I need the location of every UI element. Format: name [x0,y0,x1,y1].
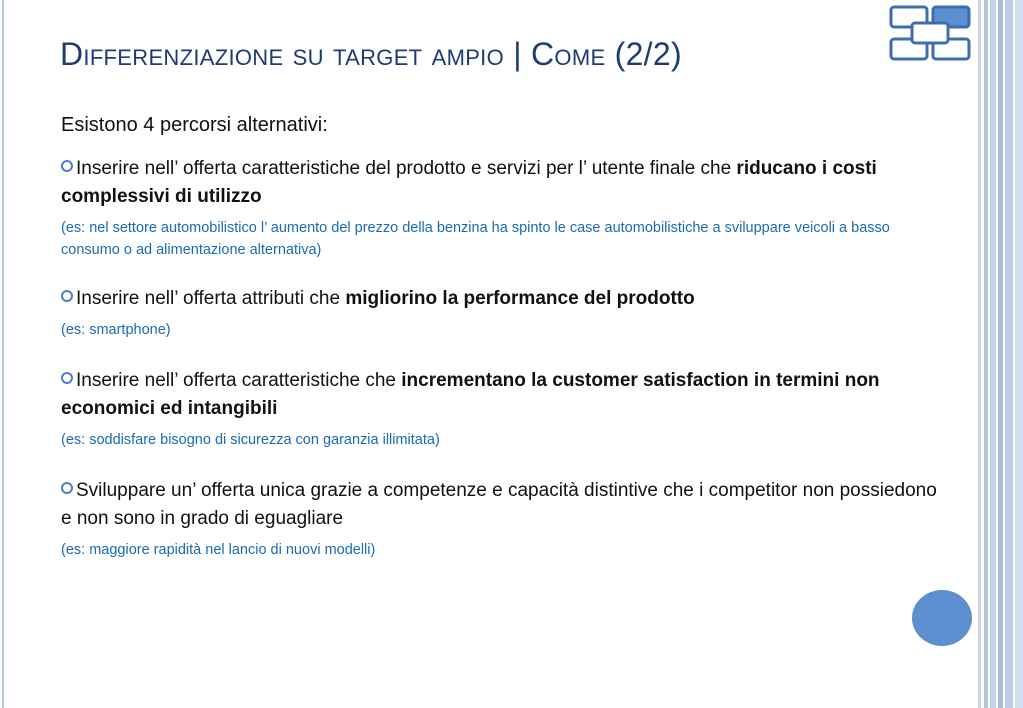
item-example: (es: nel settore automobilistico l’ aumento del prezzo della benzina ha spinto le case automobilistiche a sviluppare veicoli a basso consumo o ad alimentazione alternativa) [61,220,890,258]
item-example: (es: soddisfare bisogno di sicurezza con garanzia illimitata) [61,432,440,448]
left-frame-line [2,0,4,708]
item-text [61,367,941,423]
list-item [61,477,941,561]
item-example: (es: smartphone) [61,322,171,338]
bullet-icon [61,290,73,302]
slide-title [60,36,682,73]
item-text [61,285,941,313]
item-text-plain: Inserire nell’ offerta attributi che [76,288,346,309]
list-item [61,285,941,341]
item-text-bold: incrementano la customer satisfaction in termini non economici ed intangibili [61,370,880,419]
decorative-circle [912,590,972,646]
item-text-bold: migliorino la performance del prodotto [345,288,695,309]
item-text-plain: Sviluppare un’ offerta unica grazie a competenze e capacità distintive che i competitor non possiedono e non sono in grado di eguagliare [61,480,937,529]
title-suffix: (2/2) [605,36,682,72]
item-text-plain: Inserire nell’ offerta caratteristiche del prodotto e servizi per l’ utente finale che [76,158,737,179]
item-text [61,155,941,211]
title-sub: Come [531,36,606,72]
slide-content [61,114,941,561]
intro-text: Esistono 4 percorsi alternativi: [61,114,328,136]
item-text-bold: riducano i costi complessivi di utilizzo [61,158,877,207]
title-main: Differenziazione su target ampio [60,36,504,72]
bullet-icon [61,482,73,494]
list-item [61,367,941,451]
item-text-plain: Inserire nell’ offerta caratteristiche che [76,370,402,391]
bullet-icon [61,372,73,384]
logo-icon [888,4,974,64]
item-text [61,477,941,533]
title-separator: | [504,36,531,72]
list-item [61,155,941,261]
bullet-icon [61,160,73,172]
right-decorative-stripes [978,0,1023,708]
item-example: (es: maggiore rapidità nel lancio di nuovi modelli) [61,542,376,558]
